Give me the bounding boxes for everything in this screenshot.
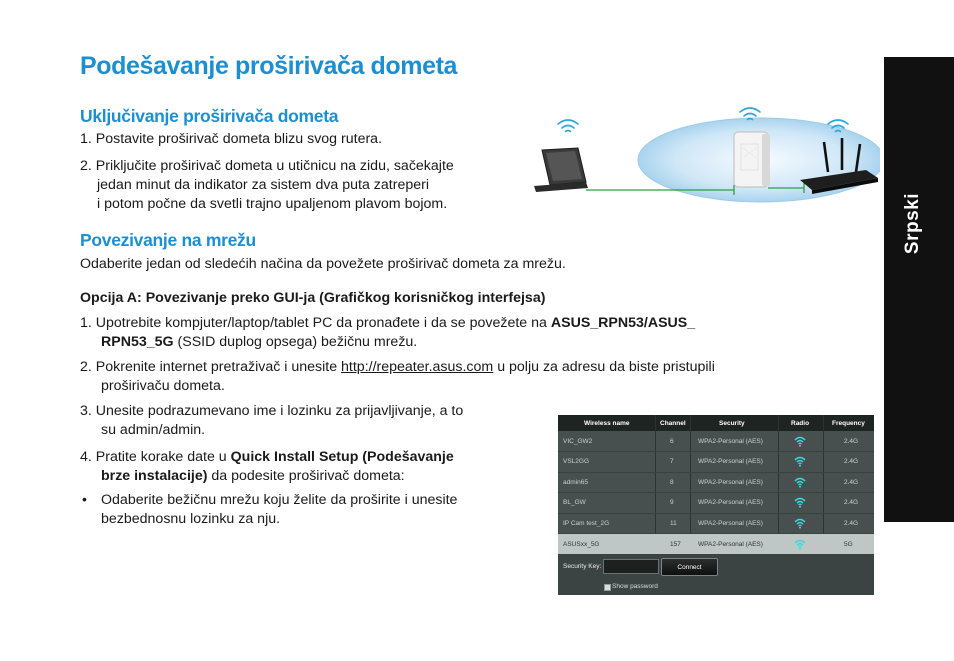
network-row[interactable] (558, 452, 874, 473)
quick-install-label: Quick Install Setup (Podešavanje (230, 449, 454, 465)
ssid-name-2: RPN53_5G (101, 334, 174, 350)
wifi-signal-icon (794, 534, 806, 554)
wifi-signal-icon (794, 513, 806, 533)
network-frequency: 2.4G (844, 499, 859, 507)
repeater-url-link[interactable]: http://repeater.asus.com (341, 359, 494, 375)
network-security: WPA2-Personal (AES) (698, 519, 763, 527)
col-header-security: Security (719, 419, 745, 427)
wifi-signal-icon (794, 472, 806, 492)
network-row[interactable] (558, 534, 874, 555)
table-header-row (558, 415, 874, 431)
step-2-block (80, 157, 454, 214)
quick-install-label-2: brze instalacije) (101, 468, 208, 484)
step-2-line-3: i potom počne da svetli trajno upaljenom plavom bojom. (97, 196, 448, 212)
col-header-radio: Radio (791, 419, 810, 427)
network-frequency: 2.4G (844, 519, 859, 527)
step-2-line-2: jedan minut da indikator za sistem dva puta zatreperi (97, 177, 430, 193)
gui-step-4-text-a: 4. Pratite korake date u (80, 449, 231, 465)
show-password-checkbox[interactable] (604, 584, 611, 591)
bullet-item (80, 491, 457, 529)
network-security: WPA2-Personal (AES) (698, 540, 763, 548)
page-title: Podešavanje proširivača dometa (80, 52, 458, 80)
network-row[interactable] (558, 472, 874, 493)
network-channel: 157 (670, 540, 681, 548)
step-2-line-1: 2. Priključite proširivač dometa u utičnicu na zidu, sačekajte (80, 158, 454, 174)
network-name: admin65 (563, 478, 588, 486)
gui-step-3-text-a: 3. Unesite podrazumevano ime i lozinku za prijavljivanje, a to (80, 403, 464, 419)
connect-intro-text: Odaberite jedan od sledećih načina da povežete proširivač dometa za mrežu. (80, 256, 566, 272)
wifi-signal-icon (794, 493, 806, 513)
section-heading-power: Uključivanje proširivača dometa (80, 106, 339, 126)
step-1-text: 1. Postavite proširivač dometa blizu svog rutera. (80, 131, 383, 147)
network-row[interactable] (558, 493, 874, 514)
wifi-signal-icon (794, 431, 806, 451)
network-row[interactable] (558, 431, 874, 452)
network-channel: 11 (670, 519, 677, 527)
network-channel: 8 (670, 478, 674, 486)
network-name: VSL2GG (563, 458, 590, 466)
gui-step-3 (80, 402, 463, 440)
setup-illustration (528, 100, 880, 210)
gui-step-1-text-d: (SSID duplog opsega) bežičnu mrežu. (173, 334, 418, 350)
network-security: WPA2-Personal (AES) (698, 458, 763, 466)
bullet-text-b: bezbednosnu lozinku za nju. (101, 511, 281, 527)
gui-step-2-text-a: 2. Pokrenite internet pretraživač i unesite (80, 359, 342, 375)
network-frequency: 2.4G (844, 478, 859, 486)
show-password-label: Show password (612, 583, 658, 590)
language-tab-label: Srpski (902, 193, 923, 255)
section-heading-connect: Povezivanje na mrežu (80, 230, 256, 250)
network-security: WPA2-Personal (AES) (698, 478, 763, 486)
wifi-signal-icon (794, 452, 806, 472)
range-extender-icon (734, 132, 770, 187)
wireless-network-table (558, 415, 874, 595)
network-security: WPA2-Personal (AES) (698, 437, 763, 445)
col-header-channel: Channel (660, 419, 686, 427)
network-frequency: 2.4G (844, 437, 859, 445)
connect-button[interactable]: Connect (661, 558, 718, 576)
network-row[interactable] (558, 513, 874, 534)
security-key-input[interactable] (603, 559, 659, 574)
language-tab (884, 57, 954, 522)
security-key-label: Security Key: (563, 563, 602, 570)
gui-step-4-text-d: da podesite proširivač dometa: (207, 468, 405, 484)
network-frequency: 5G (844, 540, 853, 548)
ssid-name-1: ASUS_RPN53/ASUS_ (550, 315, 696, 331)
laptop-wifi-icon (558, 120, 578, 132)
network-security: WPA2-Personal (AES) (698, 499, 763, 507)
gui-step-2 (80, 358, 870, 396)
gui-step-4 (80, 448, 454, 486)
network-channel: 7 (670, 458, 674, 466)
network-channel: 6 (670, 437, 674, 445)
bullet-text-a: Odaberite bežičnu mrežu koju želite da proširite i unesite (101, 492, 458, 508)
network-channel: 9 (670, 499, 674, 507)
bullet-mark: • (82, 492, 87, 508)
gui-step-2-text-c: proširivaču dometa. (101, 378, 225, 394)
network-name: ASUSxx_5G (563, 540, 600, 548)
network-name: VIC_GW2 (563, 437, 593, 445)
option-a-heading: Opcija A: Povezivanje preko GUI-ja (Grafičkog korisničkog interfejsa) (80, 290, 546, 306)
col-header-frequency: Frequency (832, 419, 865, 427)
network-name: IP Cam test_2G (563, 519, 610, 527)
col-header-name: Wireless name (584, 419, 630, 427)
gui-step-1 (80, 314, 870, 352)
gui-step-1-text-a: 1. Upotrebite kompjuter/laptop/tablet PC da pronađete i da se povežete na (80, 315, 551, 331)
network-frequency: 2.4G (844, 458, 859, 466)
network-name: BL_GW (563, 499, 586, 507)
gui-step-2-text-b: u polju za adresu da biste pristupili (493, 359, 715, 375)
laptop-icon (534, 148, 588, 192)
gui-step-3-text-b: su admin/admin. (101, 422, 206, 438)
